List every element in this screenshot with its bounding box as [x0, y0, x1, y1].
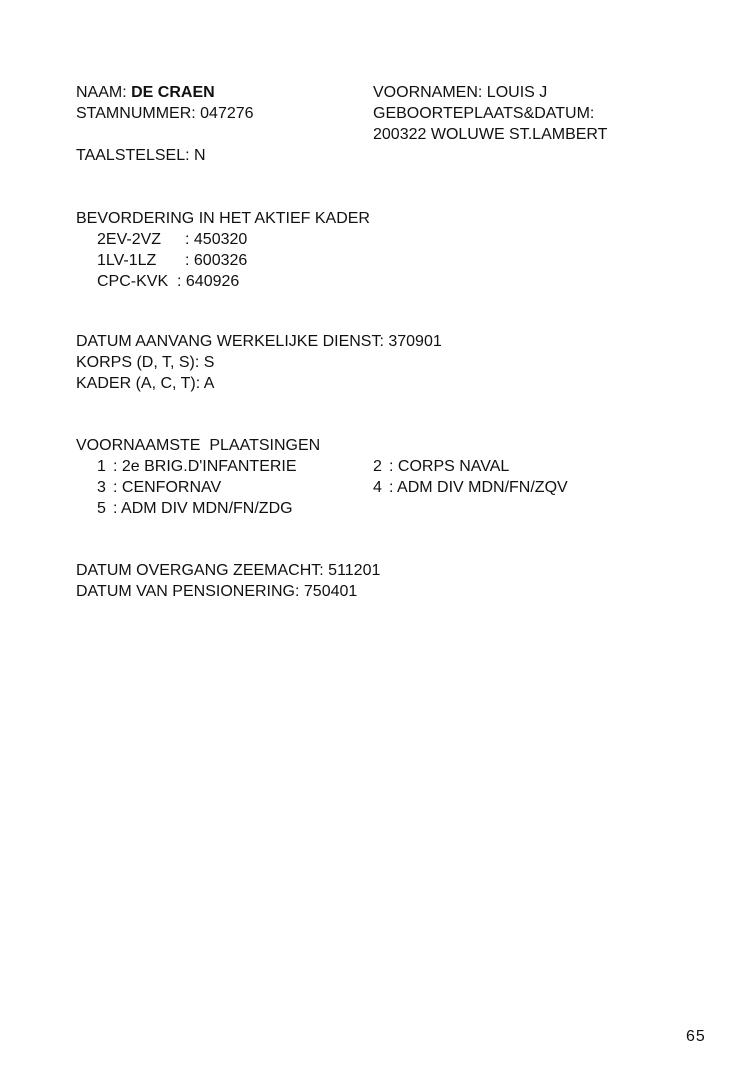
- taalstelsel-value: N: [193, 147, 206, 164]
- plaatsing-num: 4: [373, 479, 382, 496]
- overgang-section: [76, 560, 380, 602]
- plaatsing-text: ADM DIV MDN/FN/ZDG: [121, 500, 293, 517]
- stamnummer-value: 047276: [200, 105, 254, 122]
- naam-label: NAAM:: [76, 84, 127, 101]
- kader-value: A: [203, 375, 215, 392]
- aanvang-label: DATUM AANVANG WERKELIJKE DIENST:: [76, 333, 384, 350]
- identity-left: [76, 82, 254, 124]
- korps-label: KORPS (D, T, S):: [76, 354, 200, 371]
- bevordering-row: 2EV-2VZ : 450320: [97, 231, 248, 248]
- plaatsing-num: 1: [97, 458, 106, 475]
- bevordering-row: 1LV-1LZ : 600326: [97, 252, 248, 269]
- plaatsing-item: 4 : ADM DIV MDN/FN/ZQV: [373, 479, 568, 496]
- zeemacht-label: DATUM OVERGANG ZEEMACHT:: [76, 562, 324, 579]
- pensioen-label: DATUM VAN PENSIONERING:: [76, 583, 300, 600]
- bevordering-rank: 2EV-2VZ: [97, 231, 162, 248]
- stamnummer-line: [76, 103, 254, 124]
- bevordering-rank: CPC-KVK: [97, 273, 169, 290]
- korps-line: [76, 352, 442, 373]
- plaatsingen-heading: VOORNAAMSTE PLAATSINGEN: [76, 437, 321, 454]
- plaatsing-text: ADM DIV MDN/FN/ZQV: [397, 479, 568, 496]
- bevordering-rank: 1LV-1LZ: [97, 252, 157, 269]
- plaatsing-text: CORPS NAVAL: [397, 458, 510, 475]
- plaatsing-num: 5: [97, 500, 106, 517]
- plaatsing-item: 3 : CENFORNAV: [97, 479, 222, 496]
- page-number: 65: [686, 1028, 706, 1045]
- bevordering-date: 450320: [193, 231, 248, 248]
- bevordering-heading: BEVORDERING IN HET AKTIEF KADER: [76, 210, 370, 227]
- aanvang-value: 370901: [388, 333, 442, 350]
- taalstelsel-label: TAALSTELSEL:: [76, 147, 190, 164]
- voornamen-value: LOUIS J: [486, 84, 548, 101]
- zeemacht-value: 511201: [328, 562, 381, 579]
- plaatsing-text: 2e BRIG.D'INFANTERIE: [121, 458, 297, 475]
- voornamen-line: [373, 82, 607, 103]
- bevordering-date: 600326: [193, 252, 248, 269]
- plaatsing-text: CENFORNAV: [121, 479, 222, 496]
- plaatsing-num: 2: [373, 458, 382, 475]
- pensioen-value: 750401: [303, 583, 358, 600]
- kader-line: [76, 373, 442, 394]
- geboorte-label: GEBOORTEPLAATS&DATUM:: [373, 105, 595, 122]
- zeemacht-line: [76, 560, 380, 581]
- bevordering-row: CPC-KVK : 640926: [97, 273, 240, 290]
- aanvang-line: [76, 331, 442, 352]
- naam-line: [76, 82, 254, 103]
- geboorte-value: 200322 WOLUWE ST.LAMBERT: [373, 126, 608, 143]
- dienst-section: [76, 331, 442, 394]
- stamnummer-label: STAMNUMMER:: [76, 105, 196, 122]
- plaatsing-num: 3: [97, 479, 106, 496]
- kader-label: KADER (A, C, T):: [76, 375, 201, 392]
- naam-value: DE CRAEN: [131, 84, 215, 101]
- bevordering-section: [76, 208, 370, 292]
- voornamen-label: VOORNAMEN:: [373, 84, 483, 101]
- plaatsing-item: 1 : 2e BRIG.D'INFANTERIE: [97, 458, 297, 475]
- taalstelsel-line: [76, 145, 206, 166]
- plaatsing-item: 2 : CORPS NAVAL: [373, 458, 510, 475]
- bevordering-date: 640926: [185, 273, 240, 290]
- identity-right: [373, 82, 607, 145]
- plaatsing-item: 5 : ADM DIV MDN/FN/ZDG: [97, 500, 293, 517]
- korps-value: S: [203, 354, 215, 371]
- pensioen-line: [76, 581, 380, 602]
